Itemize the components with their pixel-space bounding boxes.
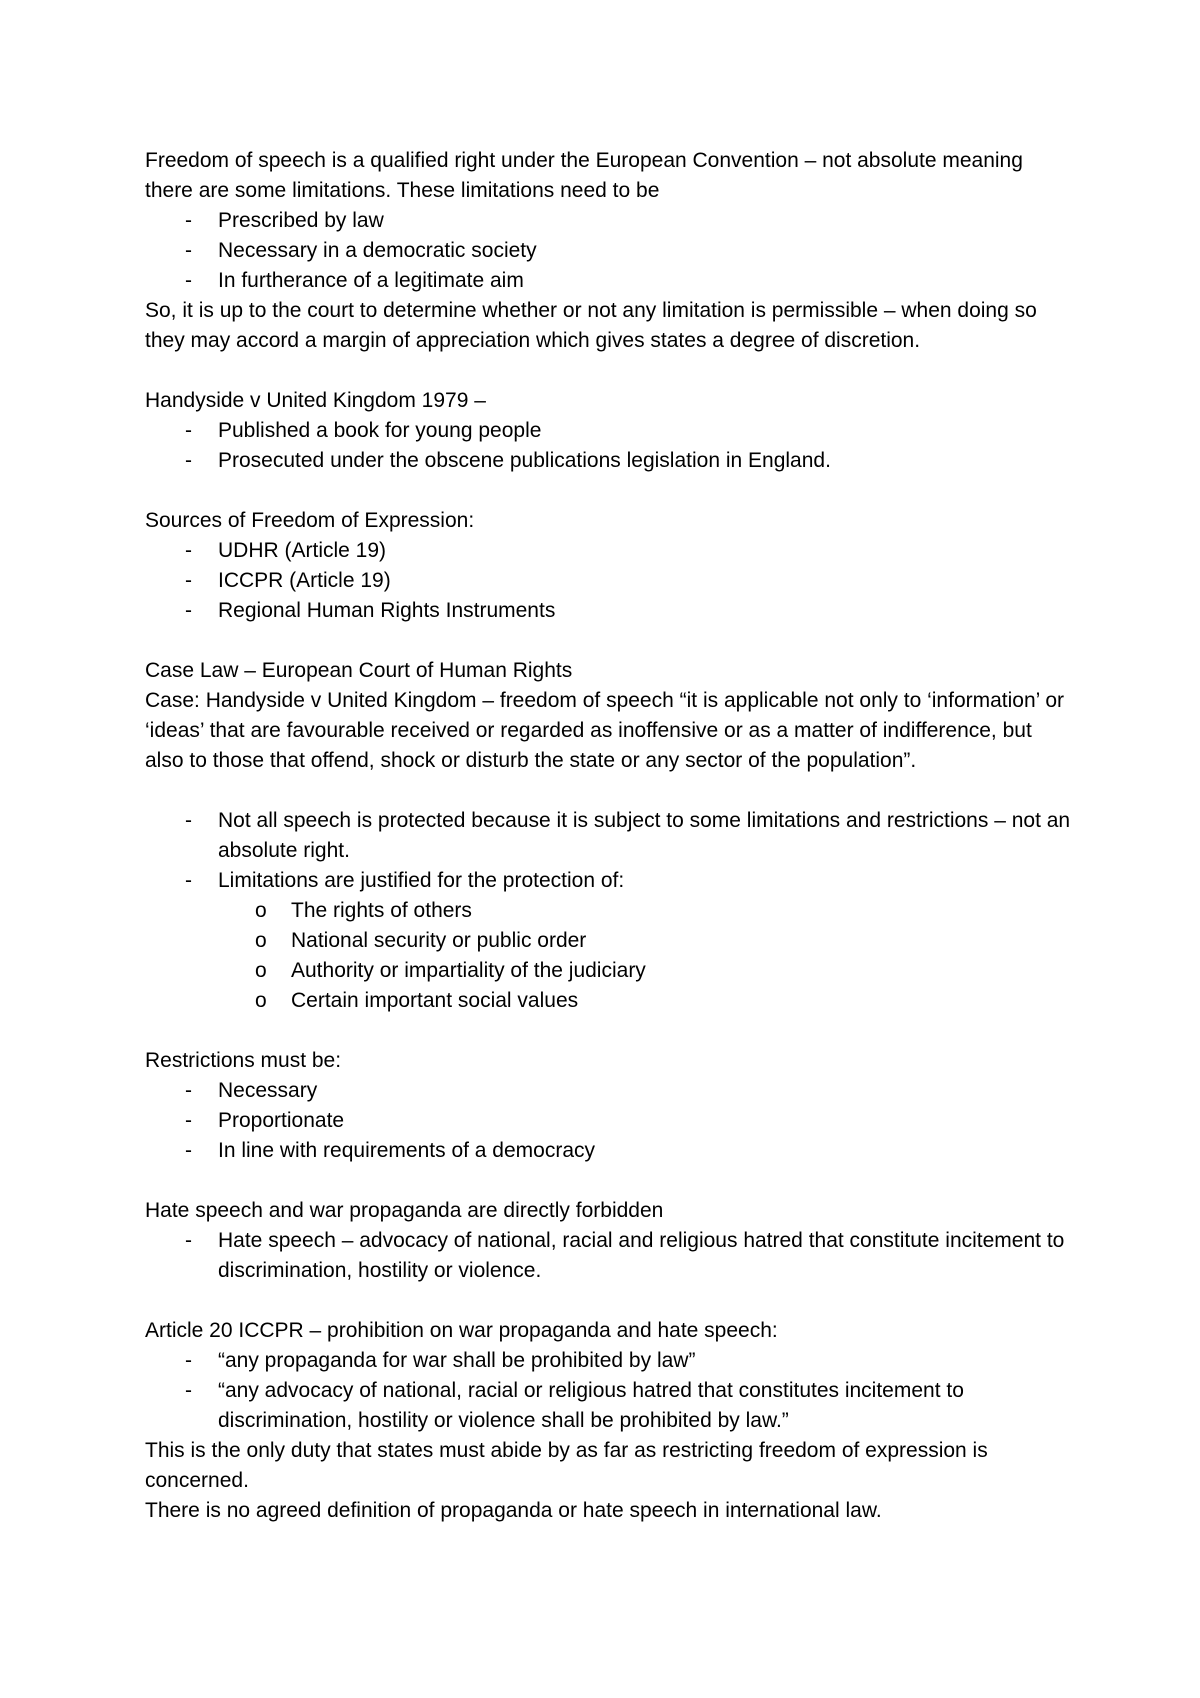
dash-bullet-item: [145, 236, 1075, 266]
bullet-text: Necessary in a democratic society: [218, 239, 537, 262]
dash-bullet-icon: -: [185, 869, 192, 892]
dash-bullet-icon: -: [185, 269, 192, 292]
paragraph: Freedom of speech is a qualified right under the European Convention – not absolute meaning there are some limitations. These limitations need to be: [145, 149, 1023, 202]
paragraph-spacer: [145, 626, 1075, 656]
dash-bullet-item: [145, 206, 1075, 236]
bullet-text: Certain important social values: [291, 989, 579, 1012]
dash-bullet-icon: -: [185, 1379, 192, 1402]
dash-bullet-icon: -: [185, 809, 192, 832]
dash-bullet-item: [145, 596, 1075, 626]
bullet-text: In line with requirements of a democracy: [218, 1139, 596, 1162]
circle-bullet-icon: o: [255, 959, 267, 982]
dash-bullet-icon: -: [185, 1109, 192, 1132]
paragraph: There is no agreed definition of propaganda or hate speech in international law.: [145, 1499, 882, 1522]
paragraph: So, it is up to the court to determine whether or not any limitation is permissible – when doing so they may accord a margin of appreciation which gives states a degree of discretion.: [145, 299, 1037, 352]
dash-bullet-item: [145, 536, 1075, 566]
dash-bullet-item: [145, 866, 1075, 896]
sub-bullet-item: [145, 926, 1075, 956]
paragraph-spacer: [145, 356, 1075, 386]
paragraph: Hate speech and war propaganda are directly forbidden: [145, 1199, 664, 1222]
dash-bullet-item: [145, 446, 1075, 476]
paragraph-spacer: [145, 776, 1075, 806]
dash-bullet-item: [145, 1376, 1075, 1436]
paragraph: Article 20 ICCPR – prohibition on war propaganda and hate speech:: [145, 1319, 778, 1342]
dash-bullet-item: [145, 806, 1075, 866]
sub-bullet-item: [145, 956, 1075, 986]
dash-bullet-icon: -: [185, 599, 192, 622]
dash-bullet-item: [145, 1106, 1075, 1136]
bullet-text: Hate speech – advocacy of national, racial and religious hatred that constitute incitement to discrimination, hostility or violence.: [218, 1229, 1065, 1282]
dash-bullet-icon: -: [185, 1079, 192, 1102]
dash-bullet-icon: -: [185, 1349, 192, 1372]
bullet-text: UDHR (Article 19): [218, 539, 387, 562]
paragraph: Case Law – European Court of Human Rights: [145, 659, 573, 682]
bullet-text: Prosecuted under the obscene publications legislation in England.: [218, 449, 831, 472]
bullet-text: Proportionate: [218, 1109, 345, 1132]
paragraph: Case: Handyside v United Kingdom – freedom of speech “it is applicable not only to ‘information’ or ‘ideas’ that are favourable received or regarded as inoffensive or as a matter of indifference, but also to those that offend, shock or disturb the state or any sector of the population”.: [145, 689, 1065, 772]
dash-bullet-icon: -: [185, 449, 192, 472]
dash-bullet-item: [145, 566, 1075, 596]
bullet-text: ICCPR (Article 19): [218, 569, 391, 592]
bullet-text: Not all speech is protected because it is subject to some limitations and restrictions – not an absolute right.: [218, 809, 1071, 862]
paragraph: Handyside v United Kingdom 1979 –: [145, 389, 486, 412]
dash-bullet-item: [145, 1136, 1075, 1166]
bullet-text: The rights of others: [291, 899, 472, 922]
sub-bullet-item: [145, 986, 1075, 1016]
paragraph-spacer: [145, 1016, 1075, 1046]
dash-bullet-icon: -: [185, 569, 192, 592]
dash-bullet-icon: -: [185, 1139, 192, 1162]
sub-bullet-item: [145, 896, 1075, 926]
paragraph-spacer: [145, 1286, 1075, 1316]
bullet-text: Published a book for young people: [218, 419, 542, 442]
circle-bullet-icon: o: [255, 989, 267, 1012]
document-page: [145, 146, 1075, 1526]
dash-bullet-icon: -: [185, 419, 192, 442]
bullet-text: Limitations are justified for the protection of:: [218, 869, 625, 892]
bullet-text: “any advocacy of national, racial or religious hatred that constitutes incitement to discrimination, hostility or violence shall be prohibited by law.”: [218, 1379, 964, 1432]
paragraph-spacer: [145, 476, 1075, 506]
bullet-text: Authority or impartiality of the judiciary: [291, 959, 646, 982]
paragraph: Restrictions must be:: [145, 1049, 342, 1072]
dash-bullet-item: [145, 416, 1075, 446]
paragraph-spacer: [145, 1166, 1075, 1196]
paragraph: This is the only duty that states must abide by as far as restricting freedom of expression is concerned.: [145, 1439, 988, 1492]
dash-bullet-icon: -: [185, 209, 192, 232]
paragraph: Sources of Freedom of Expression:: [145, 509, 475, 532]
bullet-text: Necessary: [218, 1079, 318, 1102]
dash-bullet-icon: -: [185, 239, 192, 262]
bullet-text: “any propaganda for war shall be prohibited by law”: [218, 1349, 696, 1372]
dash-bullet-icon: -: [185, 1229, 192, 1252]
bullet-text: Regional Human Rights Instruments: [218, 599, 556, 622]
dash-bullet-item: [145, 1076, 1075, 1106]
bullet-text: In furtherance of a legitimate aim: [218, 269, 524, 292]
dash-bullet-item: [145, 1346, 1075, 1376]
dash-bullet-icon: -: [185, 539, 192, 562]
dash-bullet-item: [145, 266, 1075, 296]
dash-bullet-item: [145, 1226, 1075, 1286]
circle-bullet-icon: o: [255, 899, 267, 922]
circle-bullet-icon: o: [255, 929, 267, 952]
bullet-text: National security or public order: [291, 929, 587, 952]
bullet-text: Prescribed by law: [218, 209, 384, 232]
